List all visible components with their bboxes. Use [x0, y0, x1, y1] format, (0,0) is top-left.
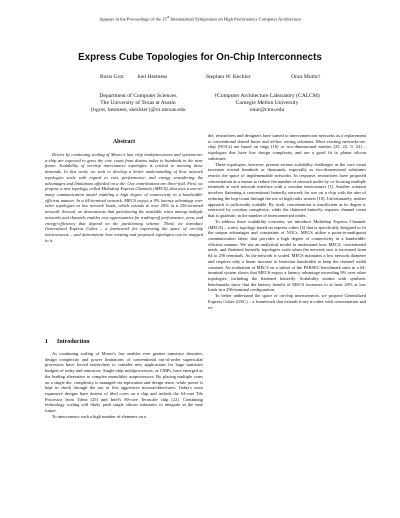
affiliation-line: onur@cmu.edu [249, 107, 285, 114]
author-name: Stephen W. Keckler [206, 74, 251, 80]
section-number: 1 [45, 339, 48, 345]
venue-line [0, 16, 400, 22]
affiliation-line: The University of Texas at Austin [100, 100, 176, 107]
affiliation-line: Department of Computer Sciences [99, 93, 177, 99]
body-paragraph: To interconnect such a high number of elements on a [52, 413, 146, 419]
section-heading [45, 339, 203, 345]
body-paragraph: die, researchers and designers have turned to interconnection networks as a replacement to conventional shared buses and ad-hoc wiring solutions. Most existing networks-on-chip (NOCs) are based on rings [16] or two-dimensional meshes [25, 22, 9, 23] – topologies that have low design complexity and are a good fit to planar silicon substrates. [208, 133, 366, 161]
body-paragraph: To address these scalability concerns, we introduce Multidrop Express Channels (MECS) – a new topology based on express cubes [4] that is specifically designed to fit the unique advantages and constraints of NOCs. MECS utilize a point-to-multipoint communication fabric that provides a high degree of connectivity in a bandwidth-efficient manner. We use an analytical model to understand how MECS, concentrated mesh, and flattened butterfly topologies scale when the network size is increased from 64 to 256 terminals. As the network is scaled, MECS maintains a low network diameter and requires only a linear increase in bisection bandwidth to keep the channel width constant. An evaluation of MECS on a subset of the PARSEC benchmark suite in a 64-terminal system shows that MECS enjoys a latency advantage exceeding 9% over other topologies, including the flattened butterfly. Scalability studies with synthetic benchmarks show that the latency benefit of MECS increases to at least 20% at low loads in a 256-terminal configuration. [208, 218, 366, 293]
author-name: Boris Grot [100, 74, 124, 80]
section-title: Introduction [57, 339, 90, 345]
affiliation-line: †Computer Architecture Laboratory (CALCM) [214, 93, 320, 99]
body-paragraph: As continuing scaling of Moore's law enables ever greater transistor densities, design complexity and power limitations of conventional out-of-order superscalar processors have forced researchers to consider new applications for large transistor budgets of today and tomorrow. Single-chip multiprocessors, or CMPs, have emerged as the leading alternative to complex monolithic uniprocessors. By placing multiple cores on a single die, complexity is managed via replication and design reuse, while power is kept in check through the use of less aggressive microarchitectures. Today's most expansive designs have dozens of tiled cores on a chip and include the 64-core Tile Processor from Tilera [25] and Intel's 80-core Terascale chip [22]. Continuing technology scaling will likely push single silicon substrates to integrate in the near future. [45, 351, 203, 414]
author-list [0, 75, 400, 85]
author-name: Joel Hestness [137, 74, 168, 80]
abstract-heading: Abstract [112, 139, 136, 145]
author-name: Onur Mutlu† [291, 74, 321, 80]
intro-body [45, 351, 203, 420]
abstract-paragraph: Driven by continuing scaling of Moore's law, chip multiprocessors and systems-on-a-chip are expected to grow the core count from dozens today to hundreds in the near future. Scalability of on-chip interconnect topologies is critical to meeting these demands. In this work, we seek to develop a better understanding of how network topologies scale with regard to cost, performance, and energy considering the advantages and limitations afforded on a die. Our contributions are three-fold. First, we propose a new topology, called Multidrop Express Channels (MECS), that uses a one-to-many communication model enabling a high degree of connectivity in a bandwidth-efficient manner. In a 64-terminal network, MECS enjoys a 9% latency advantage over other topologies at low network loads, which extends to over 20% in a 256-terminal network. Second, we demonstrate that partitioning the available wires among multiple networks and channels enables new opportunities for trading-off performance, area, and energy-efficiency that depend on the partitioning scheme. Third, we introduce Generalized Express Cubes – a framework for expressing the space of on-chip interconnects – and demonstrate how existing and proposed topologies can be mapped to it. [45, 152, 203, 243]
body-paragraph: These topologies, however, present serious scalability challenges as the core count increases toward hundreds or thousands, especially as two-dimensional substrates restrict the space of implementable networks. In response, researchers have proposed concentration as a means to reduce the number of network nodes by co-locating multiple terminals at each network interface with a crossbar interconnect [1]. Another solution involves flattening a conventional butterfly network for use on a chip with the aim of reducing the hop-count through the use of high-radix routers [10]. Unfortunately, neither approach is sufficiently scalable. By itself, concentration is insufficient as its degree is restricted by crossbar complexity, while the flattened butterfly requires channel count that is quadratic in the number of interconnected nodes. [208, 161, 366, 219]
affiliation-line: Carnegie Mellon University [235, 100, 299, 107]
right-column [208, 133, 366, 310]
affiliation-line: {bgrot, hestness, skeckler}@cs.utexas.edu [90, 107, 186, 114]
venue-sup: th [166, 15, 170, 19]
affiliation-right [187, 93, 347, 115]
paper-title: Express Cube Topologies for On-Chip Interconnects [78, 52, 322, 63]
venue-suffix: International Symposium on High Performance Computer Architecture [169, 16, 301, 22]
abstract-body [45, 152, 203, 244]
venue-prefix: Appears in the Proceedings of the 15 [98, 16, 167, 22]
body-paragraph: To better understand the space of on-chip interconnects, we propose Generalized Express Cubes (GEC) – a framework that extends k-ary n-cubes with concentration and ex- [208, 293, 366, 310]
